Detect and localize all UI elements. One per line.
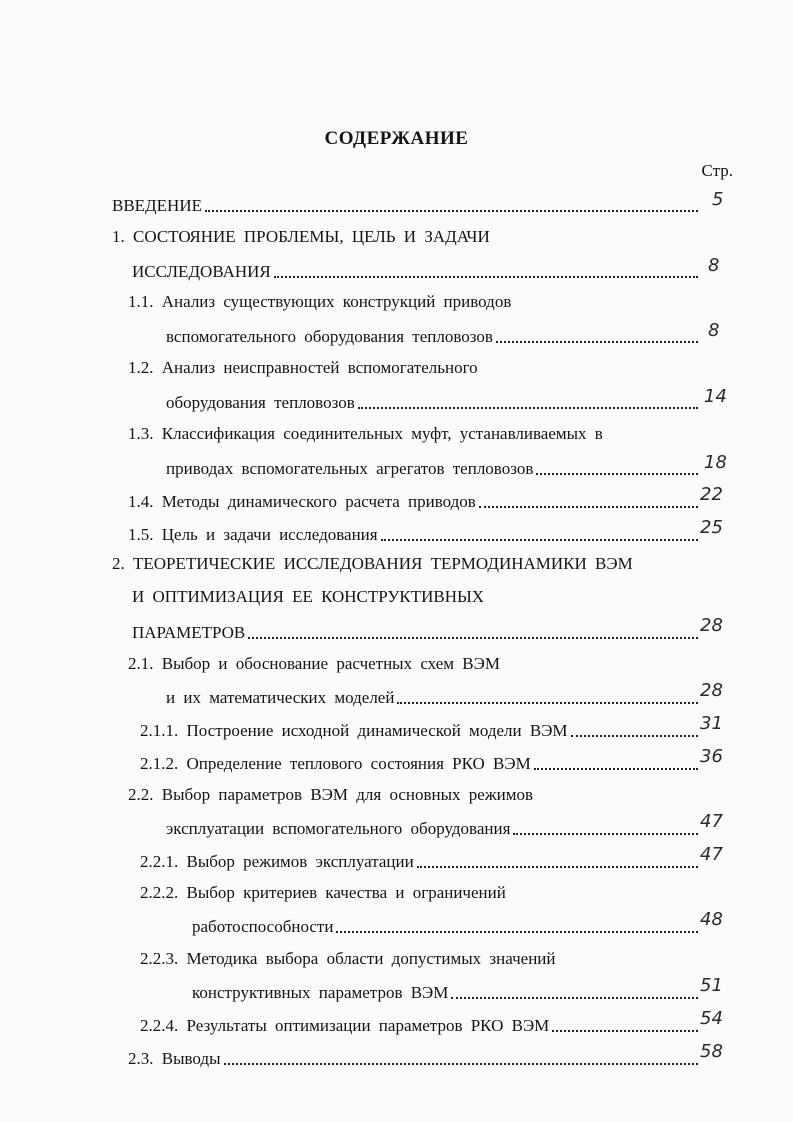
leader-dots xyxy=(336,931,698,933)
toc-entry-label: 1.1. Анализ существующих конструкций приводов xyxy=(128,292,512,311)
toc-entry-label: 2.1. Выбор и обоснование расчетных схем ВЭМ xyxy=(128,654,500,673)
toc-entry-label-continued: работоспособности xyxy=(192,917,334,936)
leader-dots xyxy=(397,702,698,704)
toc-entry-label: 2.1.1. Построение исходной динамической модели ВЭМ xyxy=(140,721,568,740)
page-number: 8 xyxy=(708,320,720,341)
toc-entry xyxy=(128,1046,701,1070)
toc-entry-label: 1.3. Классификация соединительных муфт, устанавливаемых в xyxy=(128,424,603,443)
toc-entry xyxy=(128,522,701,546)
leader-dots xyxy=(381,539,698,541)
toc-entry-label-continued: И ОПТИМИЗАЦИЯ ЕЕ КОНСТРУКТИВНЫХ xyxy=(132,587,485,606)
page-number: 8 xyxy=(708,255,720,276)
toc-entry-label: 2.2.3. Методика выбора области допустимых значений xyxy=(140,949,556,968)
leader-dots xyxy=(571,735,698,737)
leader-dots xyxy=(513,833,698,835)
page-number: 31 xyxy=(700,713,723,734)
toc-entry-label: 2.2.1. Выбор режимов эксплуатации xyxy=(140,852,414,871)
toc-entry-label: 2.2.4. Результаты оптимизации параметров РКО ВЭМ xyxy=(140,1016,550,1035)
toc-entry-label-continued: ИССЛЕДОВАНИЯ xyxy=(132,262,271,281)
toc-entry-label: 1.5. Цель и задачи исследования xyxy=(128,525,378,544)
page-number: 36 xyxy=(700,746,723,767)
toc-entry-label: 1.2. Анализ неисправностей вспомогательного xyxy=(128,358,478,377)
toc-entry xyxy=(166,324,701,348)
leader-dots xyxy=(205,210,698,212)
toc-entry xyxy=(166,390,701,414)
toc-entry xyxy=(140,751,701,775)
toc-entry-label-continued: оборудования тепловозов xyxy=(166,393,355,412)
page-number: 14 xyxy=(704,386,727,407)
toc-entry-label: 2. ТЕОРЕТИЧЕСКИЕ ИССЛЕДОВАНИЯ ТЕРМОДИНАМИКИ ВЭМ xyxy=(112,554,633,573)
toc-entry xyxy=(132,620,701,644)
toc-entry xyxy=(192,980,701,1004)
toc-entry xyxy=(140,1013,701,1037)
toc-entry-label: 1.4. Методы динамического расчета приводов xyxy=(128,492,476,511)
toc-entry-label-continued: ПАРАМЕТРОВ xyxy=(132,623,246,642)
page-number: 47 xyxy=(700,844,723,865)
toc-entry xyxy=(132,259,701,283)
toc-entry xyxy=(192,914,701,938)
leader-dots xyxy=(224,1063,698,1065)
toc-entry xyxy=(166,685,701,709)
toc-entry-label: 2.2. Выбор параметров ВЭМ для основных режимов xyxy=(128,785,533,804)
toc-entry-label-continued: приводах вспомогательных агрегатов тепловозов xyxy=(166,459,534,478)
page-number: 47 xyxy=(700,811,723,832)
leader-dots xyxy=(536,473,698,475)
leader-dots xyxy=(552,1030,698,1032)
toc-entry-label: 2.1.2. Определение теплового состояния РКО ВЭМ xyxy=(140,754,531,773)
toc-entry-label: 1. СОСТОЯНИЕ ПРОБЛЕМЫ, ЦЕЛЬ И ЗАДАЧИ xyxy=(112,227,490,246)
page-number: 51 xyxy=(700,975,723,996)
toc-entry-label-continued: эксплуатации вспомогательного оборудования xyxy=(166,819,511,838)
page-number: 22 xyxy=(700,484,723,505)
page-number: 28 xyxy=(700,615,723,636)
page-number: 28 xyxy=(700,680,723,701)
toc-entry-label-continued: конструктивных параметров ВЭМ xyxy=(192,983,449,1002)
leader-dots xyxy=(274,276,698,278)
toc-entry-label-continued: и их математических моделей xyxy=(166,688,395,707)
page-column-header: Стр. xyxy=(701,161,733,180)
toc-entry xyxy=(128,489,701,513)
page-title: СОДЕРЖАНИЕ xyxy=(324,128,469,149)
toc-entry-label-continued: вспомогательного оборудования тепловозов xyxy=(166,327,493,346)
page-number: 54 xyxy=(700,1008,723,1029)
page-number: 18 xyxy=(704,452,727,473)
toc-entry xyxy=(166,456,701,480)
toc-entry xyxy=(140,718,701,742)
toc-entry xyxy=(140,849,701,873)
toc-entry xyxy=(112,193,701,217)
leader-dots xyxy=(358,407,698,409)
page-number: 58 xyxy=(700,1041,723,1062)
page-number: 25 xyxy=(700,517,723,538)
page-number: 5 xyxy=(712,189,724,210)
toc-entry xyxy=(166,816,701,840)
leader-dots xyxy=(451,997,698,999)
leader-dots xyxy=(496,341,698,343)
leader-dots xyxy=(534,768,698,770)
leader-dots xyxy=(248,637,698,639)
leader-dots xyxy=(479,506,698,508)
leader-dots xyxy=(417,866,698,868)
toc-entry-label: 2.2.2. Выбор критериев качества и ограничений xyxy=(140,883,506,902)
toc-entry-label: ВВЕДЕНИЕ xyxy=(112,196,202,215)
toc-entry-label: 2.3. Выводы xyxy=(128,1049,221,1068)
page-number: 48 xyxy=(700,909,723,930)
